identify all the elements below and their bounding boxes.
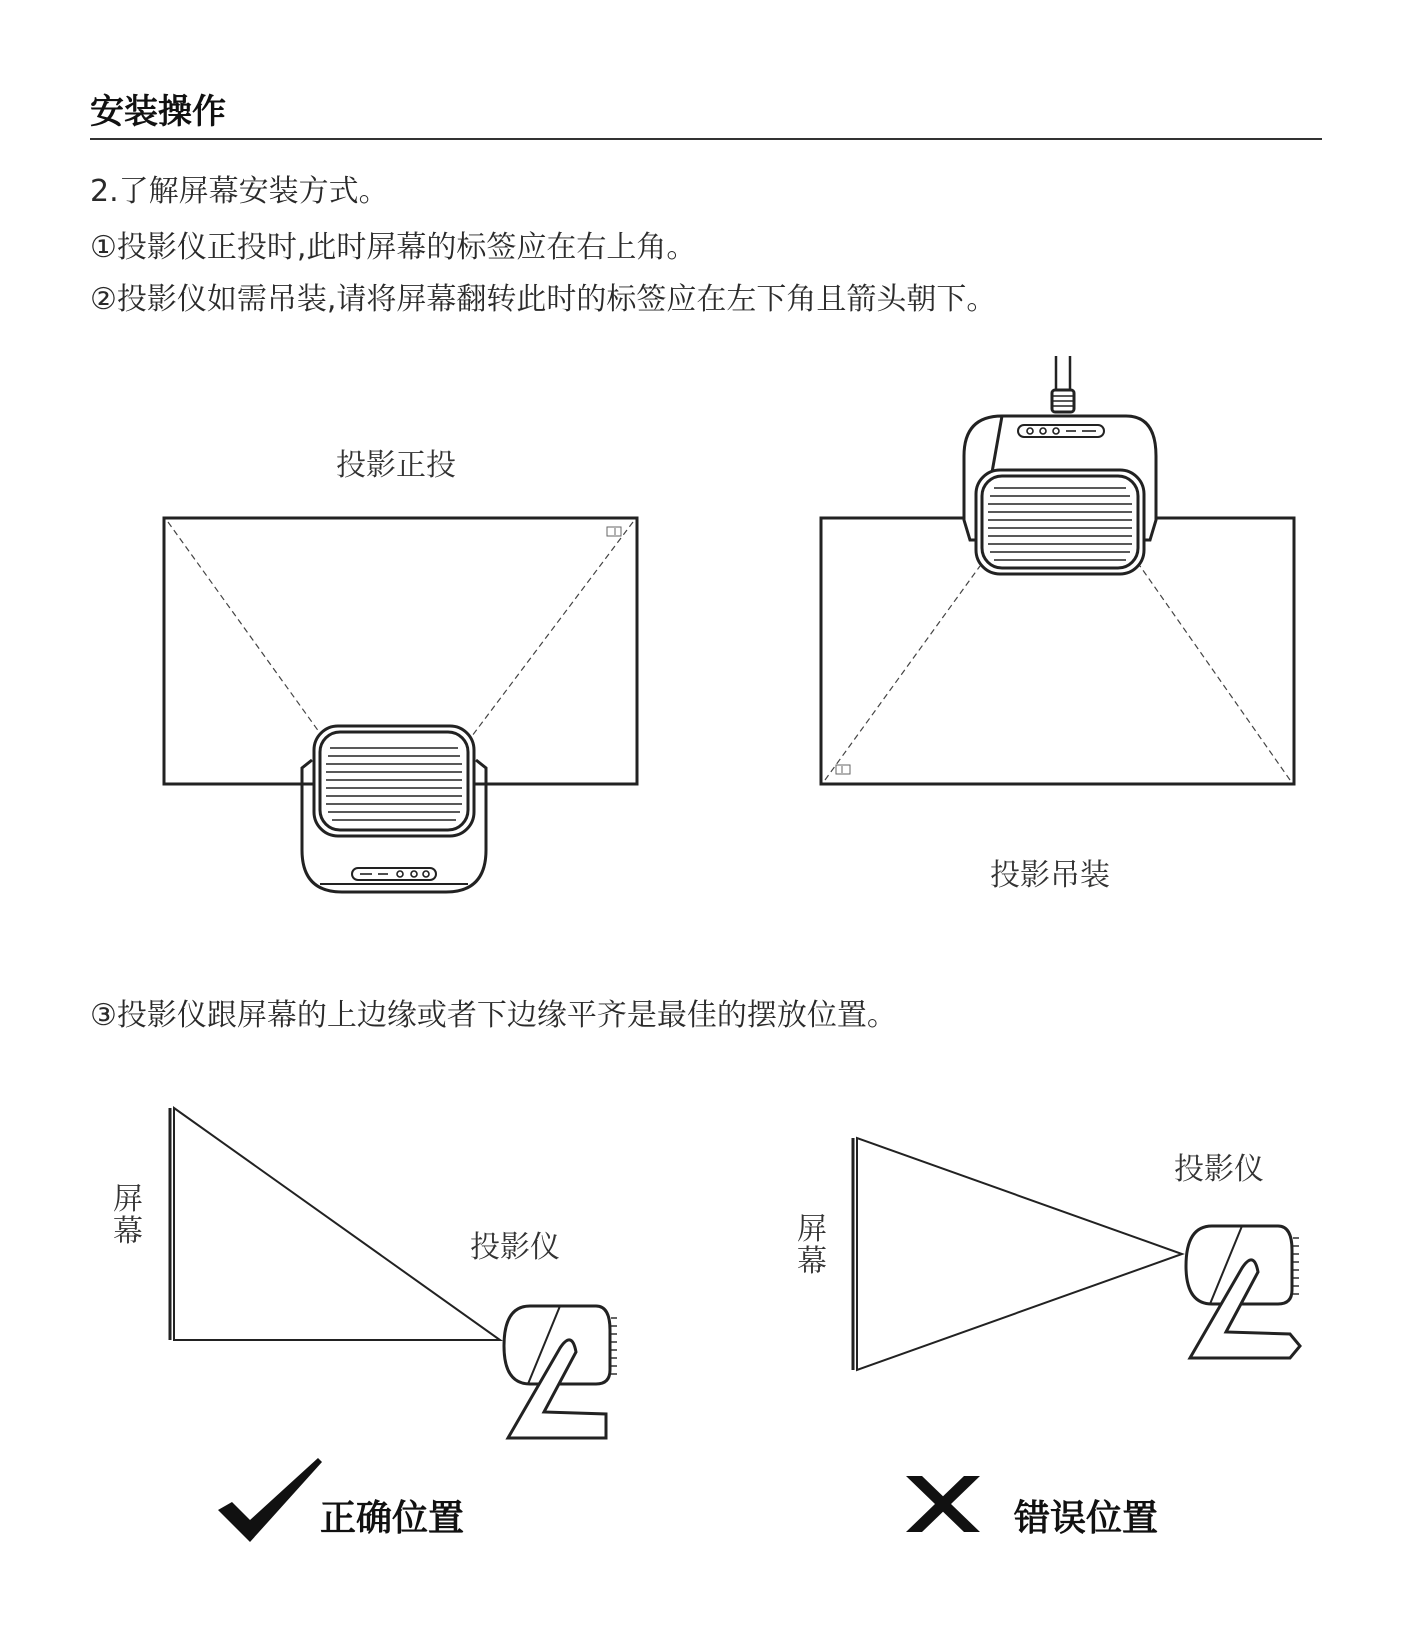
- verdict-wrong: 错误位置: [1014, 1498, 1159, 1539]
- note-front-projection: ①投影仪正投时,此时屏幕的标签应在右上角。: [90, 230, 697, 265]
- correct-position-figure: [170, 1108, 617, 1542]
- projector-front-icon: [302, 726, 486, 892]
- screen-label-correct: 屏幕: [113, 1182, 143, 1249]
- step-text: 2.了解屏幕安装方式。: [90, 174, 389, 209]
- verdict-correct: 正确位置: [320, 1498, 465, 1539]
- screen-label-wrong: 屏幕: [797, 1212, 827, 1279]
- projection-beam-correct: [174, 1108, 500, 1340]
- ceiling-mount-figure: [821, 356, 1294, 784]
- note-ceiling-mount: ②投影仪如需吊装,请将屏幕翻转此时的标签应在左下角且箭头朝下。: [90, 282, 997, 317]
- projector-side-wrong-icon: [1186, 1226, 1300, 1358]
- projector-label-wrong: 投影仪: [1174, 1152, 1264, 1187]
- beam-right: [472, 522, 633, 736]
- projection-beam-wrong: [857, 1138, 1182, 1370]
- note-alignment: ③投影仪跟屏幕的上边缘或者下边缘平齐是最佳的摆放位置。: [90, 998, 897, 1033]
- beam-left-ceiling: [825, 566, 980, 780]
- projector-ceiling-icon: [964, 356, 1156, 574]
- projector-side-correct-icon: [504, 1306, 617, 1438]
- checkmark-icon: [218, 1458, 322, 1542]
- projector-label-correct: 投影仪: [470, 1230, 560, 1265]
- front-projection-caption: 投影正投: [336, 448, 456, 483]
- beam-left: [168, 522, 322, 736]
- ceiling-mount-caption: 投影吊装: [990, 858, 1110, 893]
- front-projection-figure: [164, 518, 637, 892]
- label-icon-front: [607, 527, 621, 536]
- beam-right-ceiling: [1140, 566, 1290, 780]
- section-title: 安装操作: [90, 92, 226, 132]
- label-icon-ceiling: [836, 765, 850, 774]
- cross-icon: [906, 1476, 980, 1532]
- wrong-position-figure: [853, 1138, 1300, 1532]
